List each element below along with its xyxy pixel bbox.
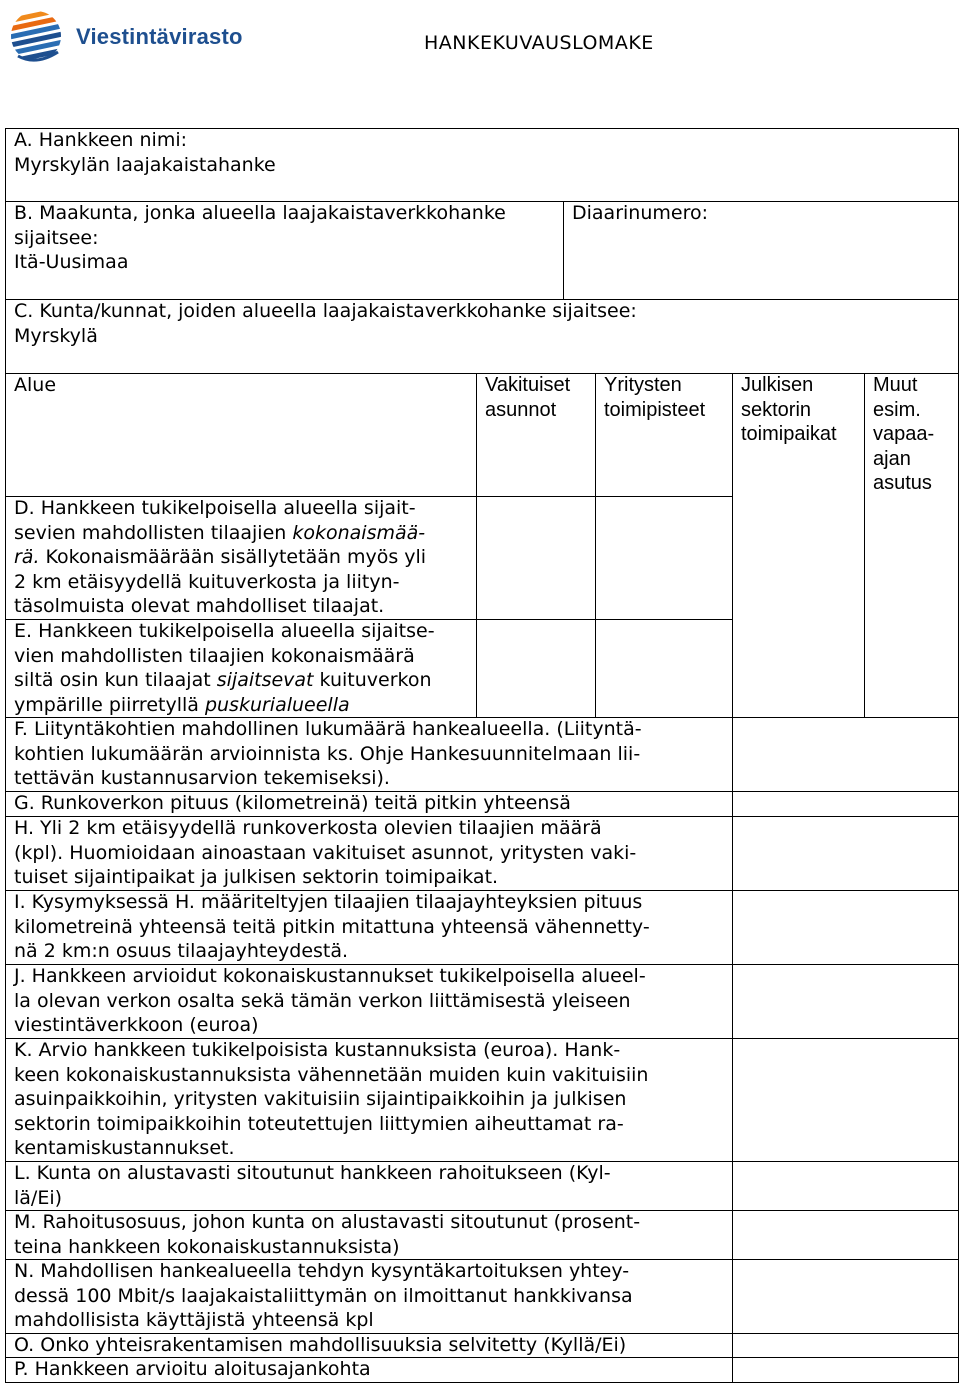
section-g: G. Runkoverkon pituus (kilometreinä) teitä pitkin yhteensä — [14, 792, 571, 814]
column-header-vakituiset-asunnot: Vakituiset asunnot — [485, 374, 571, 421]
form-title: HANKEKUVAUSLOMAKE — [424, 32, 654, 54]
section-c — [5, 299, 959, 373]
l-value-input[interactable] — [732, 1161, 959, 1210]
j-value-input[interactable] — [732, 964, 959, 1038]
diary-number-field[interactable] — [563, 201, 959, 299]
section-n: N. Mahdollisen hankealueella tehdyn kysyntäkartoituksen yhtey- dessä 100 Mbit/s laajakaistaliittymän on ilmoittanut hankkivansa mahdollisista käyttäjistä yhteensä kpl — [14, 1260, 633, 1331]
section-k: K. Arvio hankkeen tukikelpoisista kustannuksista (euroa). Hank- keen kokonaiskustannuksista vähennetään muiden kuin vakituisiin asuinpaikkoihin, yritysten vakituisiin sijaintipaikkoihin ja julkisen sektorin toimipaikkoihin toteutettujen liittymien aiheuttamat ra- kentamiskustannukset. — [14, 1039, 649, 1159]
section-b — [5, 201, 563, 299]
m-value-input[interactable] — [732, 1210, 959, 1259]
section-e: E. Hankkeen tukikelpoisella alueella sijaitse- vien mahdollisten tilaajien kokonaismäärä siltä osin kun tilaajat sijaitsevat kuituverkon ympärille piirretyllä puskurialueella — [14, 620, 435, 716]
o-value-input[interactable] — [732, 1333, 959, 1357]
diary-number-label: Diaarinumero: — [572, 202, 708, 224]
column-header-muut: Muut esim. vapaa- ajan asutus — [873, 374, 935, 494]
project-name-value: Myrskylän laajakaistahanke — [14, 153, 276, 176]
d-vakituiset-input[interactable] — [476, 496, 595, 619]
e-yritysten-input[interactable] — [595, 619, 732, 717]
region-label-line: B. Maakunta, jonka alueella laajakaistaverkkohanke — [14, 202, 506, 224]
i-value-input[interactable] — [732, 890, 959, 964]
section-l: L. Kunta on alustavasti sitoutunut hankkeen rahoitukseen (Kyl- lä/Ei) — [14, 1162, 611, 1209]
d-yritysten-input[interactable] — [595, 496, 732, 619]
n-value-input[interactable] — [732, 1259, 959, 1333]
julkisen-sektorin-input[interactable] — [732, 496, 864, 717]
section-p: P. Hankkeen arvioitu aloitusajankohta — [14, 1358, 371, 1380]
region-value: Itä-Uusimaa — [14, 251, 129, 273]
region-label-line: sijaitsee: — [14, 226, 99, 249]
h-value-input[interactable] — [732, 816, 959, 890]
project-name-label: A. Hankkeen nimi: — [14, 129, 188, 151]
p-value-input[interactable] — [732, 1357, 959, 1382]
section-d: D. Hankkeen tukikelpoisella alueella sijait- sevien mahdollisten tilaajien kokonaismää- rä. Kokonaismäärään sisällytetään myös yli 2 km etäisyydellä kuituverkosta ja liityn- täsolmuista olevat mahdolliset tilaajat. — [14, 497, 427, 617]
section-m: M. Rahoitusosuus, johon kunta on alustavasti sitoutunut (prosent- teina hankkeen kokonaiskustannuksista) — [14, 1211, 641, 1258]
viestintavirasto-logo — [8, 4, 243, 70]
section-h: H. Yli 2 km etäisyydellä runkoverkosta olevien tilaajien määrä (kpl). Huomioidaan ainoastaan vakituiset asunnot, yritysten vaki- tuiset sijaintipaikat ja julkisen sektorin toimipaikat. — [14, 817, 637, 888]
k-value-input[interactable] — [732, 1038, 959, 1161]
column-header-alue: Alue — [14, 374, 57, 396]
logo-text: Viestintävirasto — [76, 24, 243, 49]
column-header-yritysten-toimipisteet: Yritysten toimipisteet — [604, 374, 706, 421]
section-o: O. Onko yhteisrakentamisen mahdollisuuksia selvitetty (Kyllä/Ei) — [14, 1334, 627, 1356]
project-form-table — [5, 128, 959, 1384]
section-f: F. Liityntäkohtien mahdollinen lukumäärä hankealueella. (Liityntä- kohtien lukumäärän arvioinnista ks. Ohje Hankesuunnitelmaan lii- tettävän kustannusarvion tekemiseksi). — [14, 718, 642, 789]
muut-input[interactable] — [864, 496, 959, 717]
column-header-julkisen-sektorin: Julkisen sektorin toimipaikat — [741, 374, 837, 445]
g-value-input[interactable] — [732, 791, 959, 816]
f-value-input[interactable] — [732, 717, 959, 791]
e-vakituiset-input[interactable] — [476, 619, 595, 717]
section-i: I. Kysymyksessä H. määriteltyjen tilaajien tilaajayhteyksien pituus kilometreinä yhteensä teitä pitkin mitattuna yhteensä vähennetty- nä 2 km:n osuus tilaajayhteydestä. — [14, 891, 650, 962]
globe-logo-icon — [8, 4, 70, 70]
section-a — [5, 128, 959, 201]
municipality-label: C. Kunta/kunnat, joiden alueella laajakaistaverkkohanke sijaitsee: — [14, 300, 637, 322]
section-j: J. Hankkeen arvioidut kokonaiskustannukset tukikelpoisella alueel- la olevan verkon osalta sekä tämän verkon liittämisestä yleiseen viestintäverkkoon (euroa) — [14, 965, 646, 1036]
page-header — [0, 0, 960, 120]
municipality-value: Myrskylä — [14, 324, 98, 347]
